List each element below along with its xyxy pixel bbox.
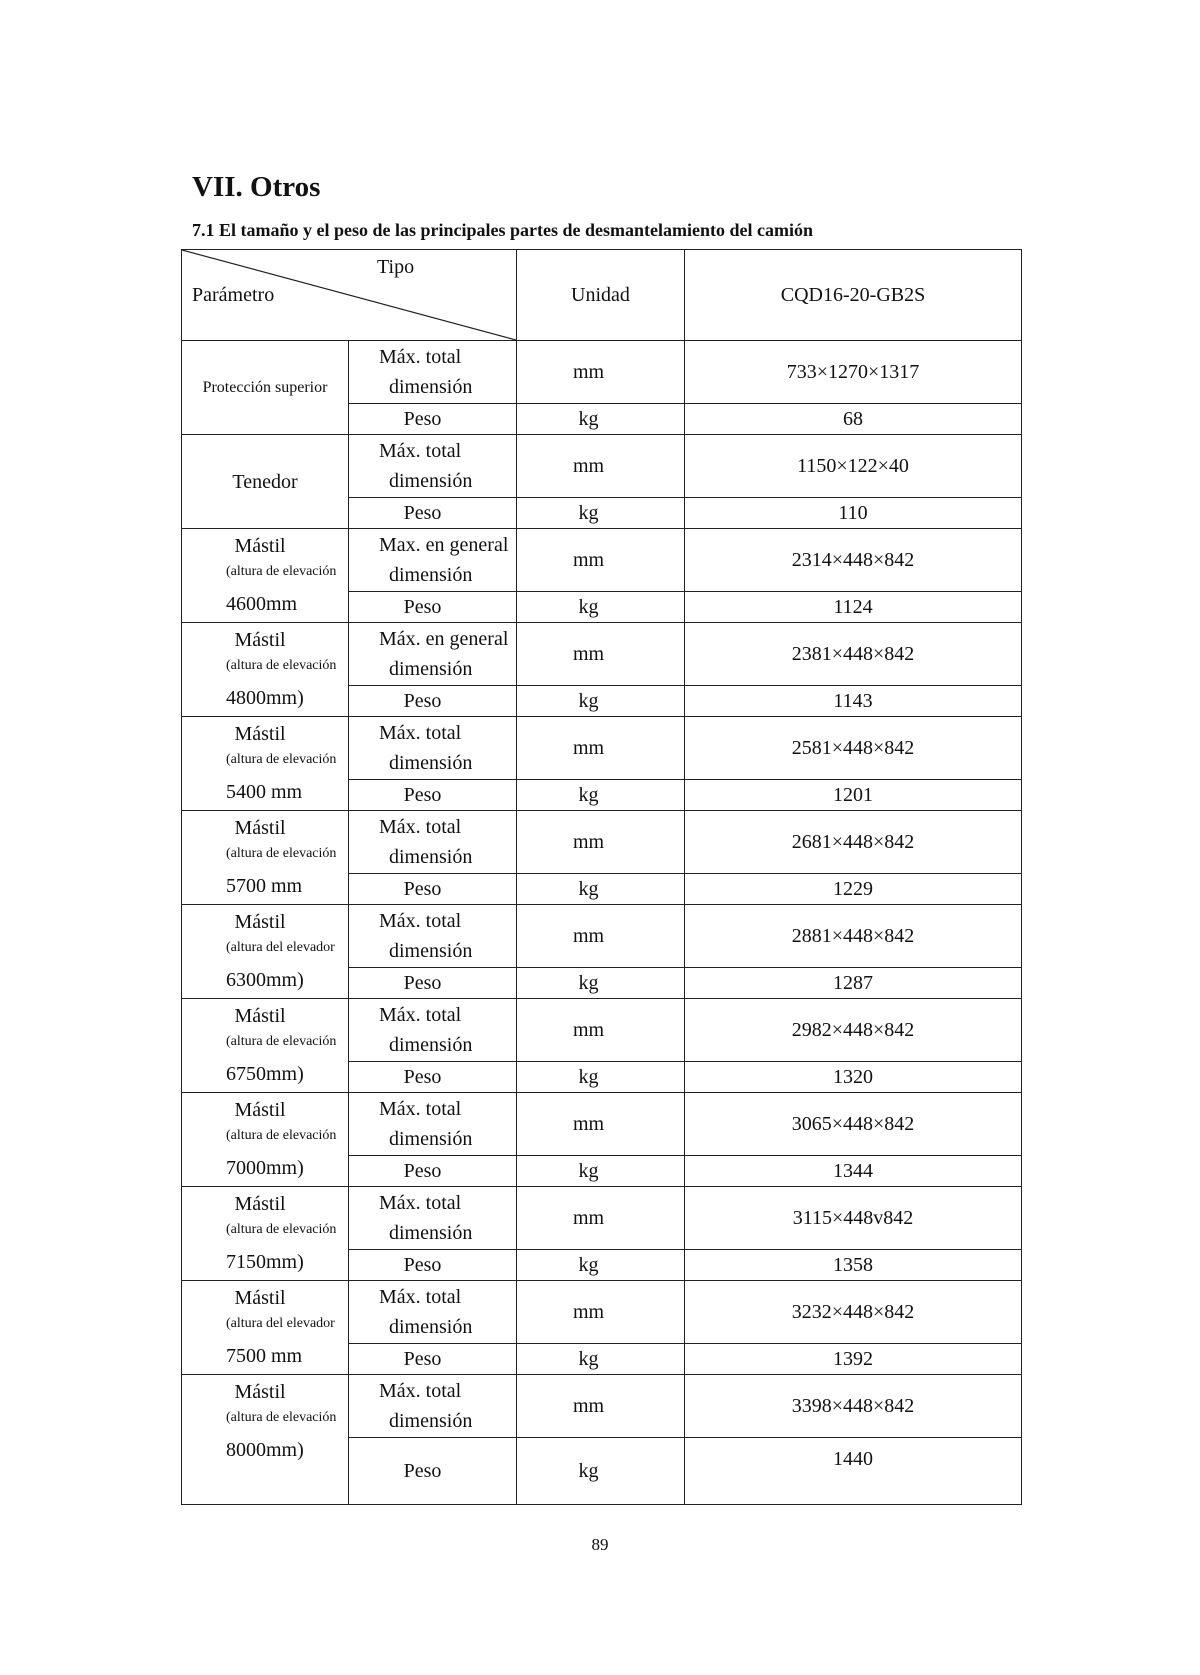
weight-value-cell: 1392 [685, 1344, 1022, 1375]
part-name-cell: Tenedor [182, 435, 349, 529]
mast-sub-label: (altura de elevación [226, 1410, 337, 1425]
dimension-label-line2: dimensión [389, 1034, 473, 1056]
weight-value-cell: 110 [685, 498, 1022, 529]
part-name-cell: Protección superior [182, 341, 349, 435]
dimension-unit-cell: mm [517, 999, 685, 1062]
diagonal-header-cell [182, 250, 517, 341]
page-number: 89 [591, 1535, 609, 1554]
section-subheading: 7.1 El tamaño y el peso de las principales partes de desmantelamiento del camión [192, 220, 813, 240]
mast-lift-height: 4600mm [226, 593, 298, 615]
mast-name: Mástil [234, 1193, 286, 1215]
header-tipo: Tipo [377, 256, 415, 278]
weight-value-cell: 1229 [685, 874, 1022, 905]
dimension-label-line2: dimensión [389, 1128, 473, 1150]
dimension-unit-cell: mm [517, 1281, 685, 1344]
weight-unit-cell: kg [517, 874, 685, 905]
weight-unit-cell: kg [517, 592, 685, 623]
dimension-label-cell [349, 999, 517, 1062]
parts-table-body [182, 250, 1022, 1505]
table-row [182, 341, 1022, 404]
table-row [182, 1187, 1022, 1250]
weight-label-cell: Peso [349, 1438, 517, 1505]
table-row [182, 1375, 1022, 1438]
table-row [182, 905, 1022, 968]
mast-lift-height: 5400 mm [226, 781, 303, 803]
table-row [182, 623, 1022, 686]
weight-label-cell: Peso [349, 686, 517, 717]
dimension-label-line2: dimensión [389, 376, 473, 398]
dimension-label-line2: dimensión [389, 564, 473, 586]
dimension-value-cell: 2681×448×842 [685, 811, 1022, 874]
mast-name: Mástil [234, 817, 286, 839]
mast-cell [182, 529, 349, 623]
dimension-unit-cell: mm [517, 1093, 685, 1156]
mast-lift-height: 6300mm) [226, 969, 304, 991]
dimension-value-cell: 2381×448×842 [685, 623, 1022, 686]
weight-label-cell: Peso [349, 874, 517, 905]
mast-name: Mástil [234, 1287, 286, 1309]
dimension-value-cell: 3065×448×842 [685, 1093, 1022, 1156]
mast-lift-height: 5700 mm [226, 875, 303, 897]
mast-name: Mástil [234, 723, 286, 745]
weight-unit-cell: kg [517, 498, 685, 529]
weight-value-cell: 68 [685, 404, 1022, 435]
table-row [182, 999, 1022, 1062]
dimension-value-cell: 2581×448×842 [685, 717, 1022, 780]
dimension-label-cell [349, 341, 517, 404]
weight-value-cell: 1358 [685, 1250, 1022, 1281]
dimension-unit-cell: mm [517, 717, 685, 780]
mast-cell [182, 717, 349, 811]
weight-label-cell: Peso [349, 1344, 517, 1375]
dimension-label-line1: Máx. total [379, 1380, 462, 1402]
weight-unit-cell: kg [517, 1344, 685, 1375]
mast-sub-label: (altura de elevación [226, 846, 337, 861]
table-header-row [182, 250, 1022, 341]
mast-sub-label: (altura de elevación [226, 1034, 337, 1049]
mast-cell [182, 905, 349, 999]
weight-unit-cell: kg [517, 780, 685, 811]
dimension-label-cell [349, 435, 517, 498]
weight-unit-cell: kg [517, 404, 685, 435]
weight-value-cell: 1320 [685, 1062, 1022, 1093]
mast-name: Mástil [234, 1381, 286, 1403]
table-row [182, 1281, 1022, 1344]
section-heading: VII. Otros [192, 171, 321, 203]
dimension-label-line1: Máx. total [379, 440, 462, 462]
mast-name: Mástil [234, 535, 286, 557]
dimension-unit-cell: mm [517, 1375, 685, 1438]
weight-unit-cell: kg [517, 1156, 685, 1187]
dimension-label-line2: dimensión [389, 1410, 473, 1432]
weight-label-cell: Peso [349, 780, 517, 811]
mast-lift-height: 7500 mm [226, 1345, 303, 1367]
weight-unit-cell: kg [517, 686, 685, 717]
dimension-label-line2: dimensión [389, 752, 473, 774]
mast-cell [182, 1375, 349, 1505]
dimension-label-cell [349, 1375, 517, 1438]
mast-name: Mástil [234, 629, 286, 651]
mast-cell [182, 1281, 349, 1375]
mast-lift-height: 7150mm) [226, 1251, 304, 1273]
dimension-label-line1: Max. en general [379, 534, 509, 556]
dimension-label-line2: dimensión [389, 1316, 473, 1338]
dimension-label-line1: Máx. total [379, 816, 462, 838]
table-row [182, 717, 1022, 780]
parts-table-wrapper [181, 249, 1022, 1505]
dimension-unit-cell: mm [517, 341, 685, 404]
dimension-unit-cell: mm [517, 811, 685, 874]
table-row [182, 1093, 1022, 1156]
weight-value-cell: 1287 [685, 968, 1022, 999]
weight-label-cell: Peso [349, 1156, 517, 1187]
dimension-value-cell: 3115×448v842 [685, 1187, 1022, 1250]
header-unidad: Unidad [517, 250, 685, 341]
mast-sub-label: (altura de elevación [226, 564, 337, 579]
dimension-label-line2: dimensión [389, 846, 473, 868]
mast-name: Mástil [234, 911, 286, 933]
weight-value-cell: 1143 [685, 686, 1022, 717]
weight-label-cell: Peso [349, 1062, 517, 1093]
dimension-label-line1: Máx. total [379, 722, 462, 744]
weight-unit-cell: kg [517, 1062, 685, 1093]
mast-sub-label: (altura de elevación [226, 658, 337, 673]
weight-value-cell: 1344 [685, 1156, 1022, 1187]
dimension-label-cell [349, 1093, 517, 1156]
mast-name: Mástil [234, 1005, 286, 1027]
weight-unit-cell: kg [517, 1438, 685, 1505]
mast-sub-label: (altura del elevador [226, 940, 335, 955]
dimension-value-cell: 3398×448×842 [685, 1375, 1022, 1438]
dimension-label-line1: Máx. total [379, 1286, 462, 1308]
weight-unit-cell: kg [517, 1250, 685, 1281]
mast-sub-label: (altura de elevación [226, 1222, 337, 1237]
table-row [182, 435, 1022, 498]
weight-label-cell: Peso [349, 592, 517, 623]
dimension-label-line1: Máx. total [379, 1098, 462, 1120]
weight-unit-cell: kg [517, 968, 685, 999]
mast-cell [182, 811, 349, 905]
dimension-label-cell [349, 905, 517, 968]
dimension-value-cell: 2314×448×842 [685, 529, 1022, 592]
mast-cell [182, 1093, 349, 1187]
mast-lift-height: 4800mm) [226, 687, 304, 709]
dimension-label-line2: dimensión [389, 658, 473, 680]
parts-table [181, 249, 1022, 1505]
dimension-value-cell: 2982×448×842 [685, 999, 1022, 1062]
weight-label-cell: Peso [349, 968, 517, 999]
mast-sub-label: (altura de elevación [226, 752, 337, 767]
weight-value-cell: 1440 [685, 1438, 1022, 1505]
dimension-unit-cell: mm [517, 435, 685, 498]
dimension-unit-cell: mm [517, 905, 685, 968]
mast-lift-height: 6750mm) [226, 1063, 304, 1085]
weight-value-cell: 1124 [685, 592, 1022, 623]
mast-cell [182, 999, 349, 1093]
dimension-value-cell: 2881×448×842 [685, 905, 1022, 968]
dimension-value-cell: 733×1270×1317 [685, 341, 1022, 404]
weight-label-cell: Peso [349, 498, 517, 529]
mast-lift-height: 8000mm) [226, 1439, 304, 1461]
dimension-label-line1: Máx. en general [379, 628, 509, 650]
mast-cell [182, 1187, 349, 1281]
dimension-unit-cell: mm [517, 623, 685, 686]
dimension-label-cell [349, 811, 517, 874]
dimension-value-cell: 3232×448×842 [685, 1281, 1022, 1344]
mast-cell [182, 623, 349, 717]
dimension-label-cell [349, 529, 517, 592]
table-row [182, 529, 1022, 592]
dimension-label-cell [349, 1281, 517, 1344]
dimension-value-cell: 1150×122×40 [685, 435, 1022, 498]
mast-name: Mástil [234, 1099, 286, 1121]
dimension-label-line1: Máx. total [379, 1192, 462, 1214]
dimension-label-line2: dimensión [389, 1222, 473, 1244]
table-row [182, 811, 1022, 874]
dimension-label-cell [349, 717, 517, 780]
dimension-label-line1: Máx. total [379, 910, 462, 932]
mast-lift-height: 7000mm) [226, 1157, 304, 1179]
dimension-label-cell [349, 1187, 517, 1250]
dimension-label-line1: Máx. total [379, 1004, 462, 1026]
dimension-label-line2: dimensión [389, 470, 473, 492]
dimension-unit-cell: mm [517, 529, 685, 592]
header-parametro: Parámetro [192, 284, 275, 306]
dimension-unit-cell: mm [517, 1187, 685, 1250]
header-model: CQD16-20-GB2S [685, 250, 1022, 341]
weight-label-cell: Peso [349, 1250, 517, 1281]
weight-value-cell: 1201 [685, 780, 1022, 811]
mast-sub-label: (altura del elevador [226, 1316, 335, 1331]
mast-sub-label: (altura de elevación [226, 1128, 337, 1143]
weight-label-cell: Peso [349, 404, 517, 435]
dimension-label-cell [349, 623, 517, 686]
dimension-label-line2: dimensión [389, 940, 473, 962]
dimension-label-line1: Máx. total [379, 346, 462, 368]
